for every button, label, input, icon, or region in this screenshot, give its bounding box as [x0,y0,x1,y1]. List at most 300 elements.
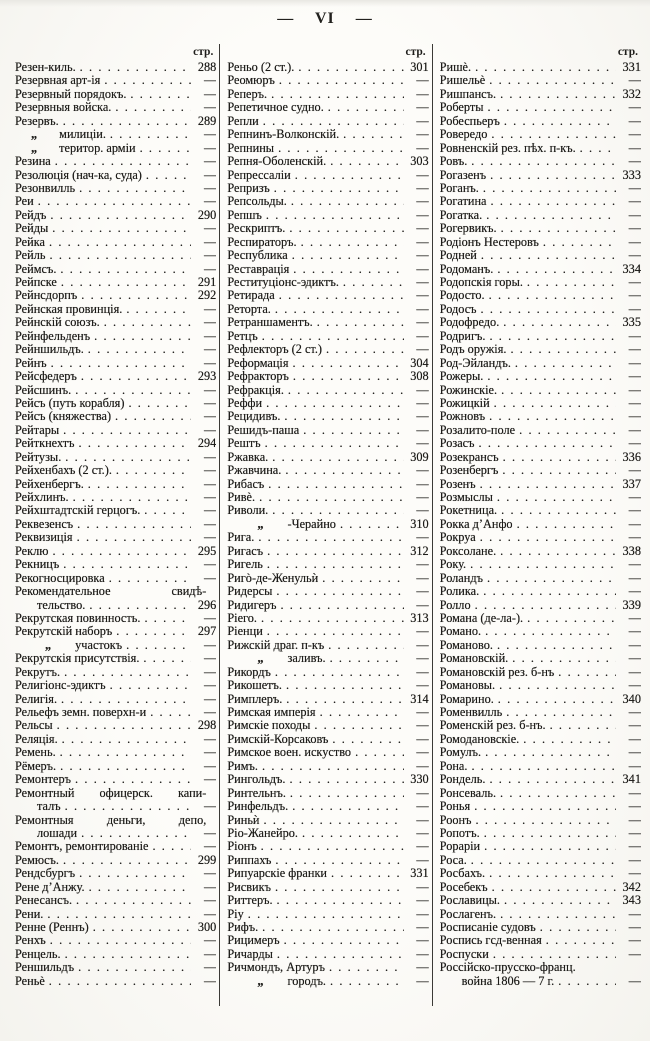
index-entry [440,840,641,853]
entry-title: тельство. [37,598,86,612]
entry-page-number: 293 [197,370,217,384]
entry-title: Реституціонс-эдиктъ. [227,276,339,289]
index-entry [15,128,216,141]
dot-leader [106,679,192,692]
entry-title: -Черайно [287,517,336,531]
entry-page-number: — [204,558,217,572]
entry-title: Реформація [227,356,289,370]
entry-page-number: — [628,370,641,384]
dot-leader [326,155,403,168]
entry-title: Ремонтеръ [15,773,71,787]
dot-leader [485,773,616,786]
index-entry [440,599,641,612]
entry-page-number: — [628,396,641,410]
dot-leader [77,370,192,383]
dot-leader [496,545,616,558]
dot-leader [89,921,192,934]
dot-leader [519,733,616,746]
entry-page-number: — [628,585,641,599]
dot-leader [500,894,616,907]
entry-title: Ровъ. [439,155,468,169]
dot-leader [326,652,404,665]
dot-leader [297,236,404,249]
entry-title: Ривè. [227,491,256,504]
index-entry [440,384,641,397]
index-entry [15,854,216,867]
dot-leader [56,263,191,276]
dot-leader [34,195,192,208]
entry-title: Ренхъ [15,934,46,948]
entry-page-number: — [416,410,429,424]
entry-title: Родосъ [439,302,477,316]
dot-leader [105,572,192,585]
index-entry [440,478,641,491]
index-entry [15,195,216,208]
entry-title: Рецидивъ. [227,410,281,424]
index-entry [227,881,428,894]
entry-page-number: — [416,934,429,948]
entry-page-number: — [204,410,217,424]
dot-leader [45,249,191,262]
entry-title: Ромодановскіе. [439,732,520,746]
dot-leader [75,867,191,880]
index-entry [227,706,428,719]
dot-leader [48,222,191,235]
index-column-2 [219,44,431,1006]
index-entry [15,867,216,880]
dot-leader [262,397,404,410]
entry-title: Романа (де-ла-). [439,611,524,625]
entry-page-number: — [416,141,429,155]
dot-leader [471,61,616,74]
index-column-3 [432,44,644,1006]
entry-page-number: — [416,840,429,854]
index-entry [15,787,216,800]
entry-page-number: — [416,598,429,612]
entry-page-number: — [416,87,429,101]
entry-page-number: 309 [410,450,429,464]
entry-page-number: — [416,74,429,88]
index-entry [15,504,216,517]
index-entry [15,303,216,316]
entry-title: Репня-Оболенскій. [227,155,327,169]
entry-title: Ришпансъ. [439,87,497,101]
entry-page-number: — [204,665,217,679]
index-entry [227,142,428,155]
index-entry [227,410,428,423]
dot-leader [56,760,191,773]
entry-page-number: — [204,894,217,908]
index-entry [227,343,428,356]
index-entry [440,330,641,343]
entry-title: Римскій-Корсаковъ [227,732,329,746]
dot-leader [476,478,616,491]
dot-leader [497,504,616,517]
entry-title: Рейхлинъ. [15,491,69,504]
dot-leader [508,652,616,665]
dot-leader [479,182,616,195]
entry-title: Рефлекторъ (2 ст.) [227,343,323,357]
entry-page-number: — [628,974,641,988]
entry-page-number: — [204,679,217,693]
index-entry [15,558,216,571]
dot-leader [483,572,616,585]
index-entry [440,195,641,208]
index-entry [440,236,641,249]
dot-leader [281,464,403,477]
index-entry [440,142,641,155]
index-entry [440,222,641,235]
dot-leader [477,249,616,262]
entry-page-number: 298 [197,719,217,733]
dot-leader [486,169,616,182]
dot-leader [310,719,403,732]
dot-leader [327,867,404,880]
entry-title: Роменвилль [439,706,503,719]
entry-page-number: — [416,477,429,491]
index-entry [440,639,641,652]
index-entry [440,679,641,692]
entry-page-number: — [416,235,429,249]
dot-leader [146,706,191,719]
entry-page-number: 294 [197,437,217,451]
index-entry [440,263,641,276]
dot-leader [112,625,191,638]
entry-title: Реперъ. [227,87,268,101]
dot-leader [554,666,616,679]
index-entry [15,679,216,692]
entry-page-number: — [416,679,429,693]
dot-leader [282,679,404,692]
entry-page-number: 308 [410,370,429,384]
index-entry [227,491,428,504]
entry-page-number: — [204,800,217,814]
entry-title: Родригъ. [439,329,486,343]
dot-leader [336,518,404,531]
entry-title: Роганъ. [439,181,479,195]
dot-leader [258,921,404,934]
entry-title: Россійско-прусско-франц. [439,961,576,975]
index-entry [440,303,641,316]
entry-title: Ретирада [227,289,275,303]
dot-leader [476,531,616,544]
entry-page-number: 314 [410,692,429,706]
page-number-header: — VI — [277,10,373,27]
index-entry [15,733,216,746]
index-entry [227,384,428,397]
entry-page-number: — [416,302,429,316]
entry-title: Рейхштадтскій герцогъ. [15,504,141,518]
entry-page-number: — [628,208,641,222]
dot-leader [316,706,404,719]
dot-leader [496,787,616,800]
entry-page-number: — [204,531,217,545]
index-entry [440,612,641,625]
entry-page-number: — [204,101,217,115]
dot-leader [484,101,616,114]
entry-page-number: 338 [622,544,641,558]
entry-page-number: — [628,249,641,263]
dot-leader [477,303,616,316]
entry-title: Роксолане. [439,544,497,558]
index-entry [440,894,641,907]
entry-page-number: 313 [410,611,429,625]
index-entry [15,881,216,894]
index-entry [15,61,216,74]
dot-leader [351,746,404,759]
entry-page-number: — [204,128,217,142]
index-entry [440,276,641,289]
entry-title: Рейсъ (путь корабля) [15,396,125,410]
index-entry [227,303,428,316]
entry-title: Репризъ [227,181,270,195]
dot-leader [294,61,403,74]
index-entry [15,74,216,87]
entry-page-number: — [628,181,641,195]
index-entry [440,585,641,598]
index-entry [227,128,428,141]
entry-page-number: — [204,638,217,652]
entry-page-number: 295 [197,544,217,558]
entry-title: война 1806 — 7 г. [461,974,555,988]
entry-page-number: — [416,383,429,397]
dot-leader [111,410,191,423]
entry-page-number: — [416,114,429,128]
dot-leader [263,545,404,558]
dot-leader [47,357,192,370]
entry-title: Рекрутъ. [15,665,61,679]
index-entry [227,236,428,249]
entry-title: Ромулъ. [439,746,482,760]
entry-title: Ринтельнъ. [227,786,286,800]
entry-page-number: 312 [410,544,429,558]
entry-title: Рейнсдорпъ [15,289,78,303]
index-entry [15,572,216,585]
entry-title: Реомюръ [227,74,275,88]
entry-title: Рейхенбергъ. [15,477,84,491]
index-entry [440,760,641,773]
entry-title: Репсольды. [227,195,287,209]
index-entry [227,464,428,477]
entry-page-number: — [204,74,217,88]
entry-page-number: 336 [622,450,641,464]
entry-page-number: — [416,289,429,303]
entry-page-number: — [628,504,641,518]
entry-title: Рендсбургъ [15,867,76,881]
index-entry [440,827,641,840]
index-entry [227,101,428,114]
dot-leader [275,74,404,87]
entry-title: Рейткнехтъ [15,437,75,451]
dot-leader [554,975,616,988]
entry-page-number: — [416,759,429,773]
entry-title: Рожеры. [439,370,484,384]
entry-title: Рокка д’Анфо [439,517,513,531]
index-entry [15,424,216,437]
entry-page-number: — [204,477,217,491]
index-entry [440,666,641,679]
index-entry [227,330,428,343]
entry-page-number: — [416,491,429,504]
index-column-1 [8,44,219,1006]
entry-page-number: — [416,974,429,988]
entry-title: Рекницъ [15,558,60,572]
dot-leader [56,746,192,759]
entry-page-number: — [628,464,641,478]
index-entry [227,854,428,867]
entry-title: Родъ оружія. [439,343,507,357]
entry-page-number: — [416,396,429,410]
entry-title: Романо. [439,625,482,639]
entry-page-number: — [416,208,429,222]
entry-page-number: — [416,786,429,800]
dot-leader [73,518,191,531]
dot-leader [90,330,191,343]
dot-leader [270,182,404,195]
entry-page-number: — [628,853,641,867]
index-entry [440,504,641,517]
entry-title: Репрессаліи [227,168,291,182]
entry-page-number: — [204,181,217,195]
index-entry [440,88,641,101]
index-entry [15,330,216,343]
entry-page-number: — [204,907,217,921]
dot-leader [77,289,191,302]
entry-title: Роспуски [439,947,489,961]
dot-leader [318,572,403,585]
entry-title: Рельефъ земн. поверхн-и [15,706,147,719]
dot-leader [474,437,616,450]
entry-title: Ронсеваль. [439,786,497,800]
dot-leader [100,74,191,87]
dot-leader [480,840,616,853]
entry-page-number: 342 [622,880,641,894]
entry-page-number: — [628,155,641,169]
dot-leader [71,384,191,397]
dot-leader [264,478,403,491]
index-entry [227,679,428,692]
entry-title: Рогервикъ. [439,222,497,236]
index-entry [227,652,428,665]
index-entry [227,814,428,827]
entry-page-number: — [204,947,217,961]
dot-leader [493,491,616,504]
dot-leader [69,491,192,504]
entry-title: Рогатина [439,195,487,209]
index-entry [440,169,641,182]
entry-title: Ридигеръ [227,598,277,612]
index-entry [15,612,216,625]
entry-page-number: — [204,383,217,397]
dot-leader [85,599,191,612]
entry-title: територ. арміи [59,141,136,155]
entry-title: Реншильдъ [15,961,75,975]
index-entry [440,773,641,786]
entry-title: Ренесансъ. [15,894,73,908]
dot-leader [59,424,191,437]
entry-title: Рисвикъ [227,880,271,894]
entry-title: Римская имперія [227,706,316,719]
entry-page-number: — [628,423,641,437]
entry-page-number: — [204,746,217,760]
index-entry [440,491,641,504]
entry-title: Ринфельдъ. [227,800,289,814]
entry-title: Родосто. [439,289,485,303]
entry-title: Реймсъ. [15,262,57,276]
index-entry [15,773,216,786]
entry-page-number: — [628,195,641,209]
entry-page-number: — [204,464,217,478]
dot-leader [276,599,403,612]
entry-title: Романовскій. [439,652,509,666]
entry-title: Робеспьеръ [439,114,500,128]
index-entry [15,961,216,974]
dot-leader [481,625,616,638]
dot-leader [286,787,404,800]
dot-leader [479,585,616,598]
entry-title: Ровненскій рез. пѣх. п-къ. [439,141,576,155]
column-page-label: стр. [405,46,426,58]
entry-page-number: — [204,450,217,464]
entry-title: Ригель [227,558,263,572]
dot-leader [148,840,191,853]
dot-leader [495,679,616,692]
index-entry [15,101,216,114]
entry-title: Ренцель. [15,947,61,961]
dot-leader [112,464,191,477]
index-entry [227,249,428,262]
entry-title: Рифъ. [227,921,259,934]
index-entry [227,625,428,638]
entry-page-number: — [204,155,217,169]
index-entry [15,599,216,612]
dot-leader [59,558,191,571]
dot-leader [255,491,404,504]
index-entry [15,370,216,383]
entry-page-number: — [204,423,217,437]
dot-leader [48,545,191,558]
entry-title: Решидъ-паша [227,423,300,437]
dot-leader [515,424,616,437]
entry-page-number: — [416,894,429,908]
dot-leader [288,249,404,262]
entry-title: Розмыслы [439,491,493,504]
entry-page-number: — [628,276,641,289]
dot-leader [259,115,404,128]
entry-page-number: 340 [622,692,641,706]
dot-leader [268,451,403,464]
index-entry [15,693,216,706]
dot-leader [257,612,404,625]
index-entry [15,625,216,638]
index-entry [15,921,216,934]
entry-title: Розасъ [439,437,475,451]
entry-page-number: 334 [622,262,641,276]
entry-title: Родофредо. [439,316,500,330]
entry-title: Риттеръ. [227,894,273,908]
entry-page-number: — [204,222,217,236]
dot-leader [124,397,191,410]
index-entry [440,652,641,665]
entry-title: Року. [439,558,467,572]
entry-page-number: — [628,665,641,679]
entry-title: Ронья [439,800,471,814]
dot-leader [299,424,403,437]
entry-title: Росебекъ [439,880,488,894]
entry-page-number: — [628,625,641,639]
index-entry [440,437,641,450]
index-entry [227,115,428,128]
